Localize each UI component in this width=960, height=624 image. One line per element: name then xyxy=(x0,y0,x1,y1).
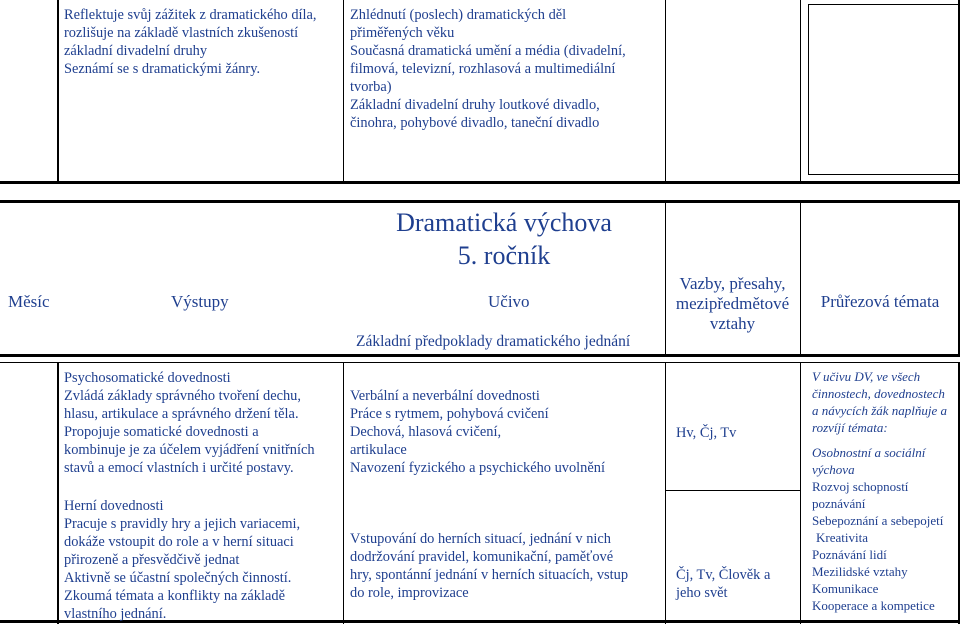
col-header-month: Měsíc xyxy=(8,292,50,311)
border xyxy=(0,354,960,357)
content-block-1: Verbální a neverbální dovednosti Práce s rytmem, pohybová cvičení Dechová, hlasová cvičení, artikulace Navození fyzického a psychického uvolnění xyxy=(350,388,605,476)
border xyxy=(808,174,960,175)
top-content: Zhlédnutí (poslech) dramatických děl přiměřených věku Současná dramatická umění a média (divadelní, filmová, televizní, rozhlasová a multimediální tvorba) Základní divadelní druhy loutkové divadlo, činohra, pohybové divadlo, taneční divadlo xyxy=(350,7,626,131)
border xyxy=(343,0,344,184)
border xyxy=(800,0,801,184)
border xyxy=(0,181,960,184)
themes-block: V učivu DV, ve všech činnostech, dovednostech a návycích žák naplňuje a rozvíjí témata: Osobnostní a sociální výchova Rozvoj schopností poznávání Sebepoznání a sebepojetí Kreativita Poznávání lidí Mezilidské vztahy Komunikace Kooperace a kompetice xyxy=(812,369,948,613)
border xyxy=(800,200,801,357)
border xyxy=(343,362,344,624)
border xyxy=(57,0,59,184)
links-block-1: Hv, Čj, Tv xyxy=(676,425,737,441)
border xyxy=(665,490,800,491)
col-header-outputs: Výstupy xyxy=(171,292,229,311)
col-header-links: Vazby, přesahy, mezipředmětové vztahy xyxy=(675,274,790,333)
grade-title: 5. ročník xyxy=(457,241,551,270)
content-block-2: Vstupování do herních situací, jednání v nich dodržování pravidel, komunikační, paměťové hry, spontánní jednání v herních situacích, vstup do role, improvizace xyxy=(350,531,629,601)
outputs-block-2: Herní dovednosti Pracuje s pravidly hry a jejich variacemi, dokáže vstoupit do role a v herní situaci přirozeně a přesvědčivě jednat Aktivně se účastní společných činností. Zkoumá témata a konflikty na základě vlastního jednání. xyxy=(64,498,301,622)
border xyxy=(665,362,666,624)
border xyxy=(808,4,809,174)
col-header-content: Učivo xyxy=(488,292,530,311)
border xyxy=(0,200,960,203)
col-header-themes: Průřezová témata xyxy=(820,292,940,311)
page-title: Dramatická výchova xyxy=(396,208,612,237)
border xyxy=(0,362,960,363)
links-block-2: Čj, Tv, Člověk a jeho svět xyxy=(676,567,771,601)
border xyxy=(57,362,59,624)
border xyxy=(665,0,666,184)
outputs-block-1: Psychosomatické dovednosti Zvládá základy správného tvoření dechu, hlasu, artikulace a správného držení těla. Propojuje somatické dovednosti a kombinuje je za účelem vyjádření vnitřních stavů a emocí vlastních i určité postavy. xyxy=(64,370,315,476)
border xyxy=(808,4,960,5)
section-title: Základní předpoklady dramatického jednání xyxy=(356,333,631,350)
border xyxy=(800,362,801,624)
top-outputs: Reflektuje svůj zážitek z dramatického díla, rozlišuje na základě vlastních zkušeností základní divadelní druhy Seznámí se s dramatickými žánry. xyxy=(64,7,317,77)
